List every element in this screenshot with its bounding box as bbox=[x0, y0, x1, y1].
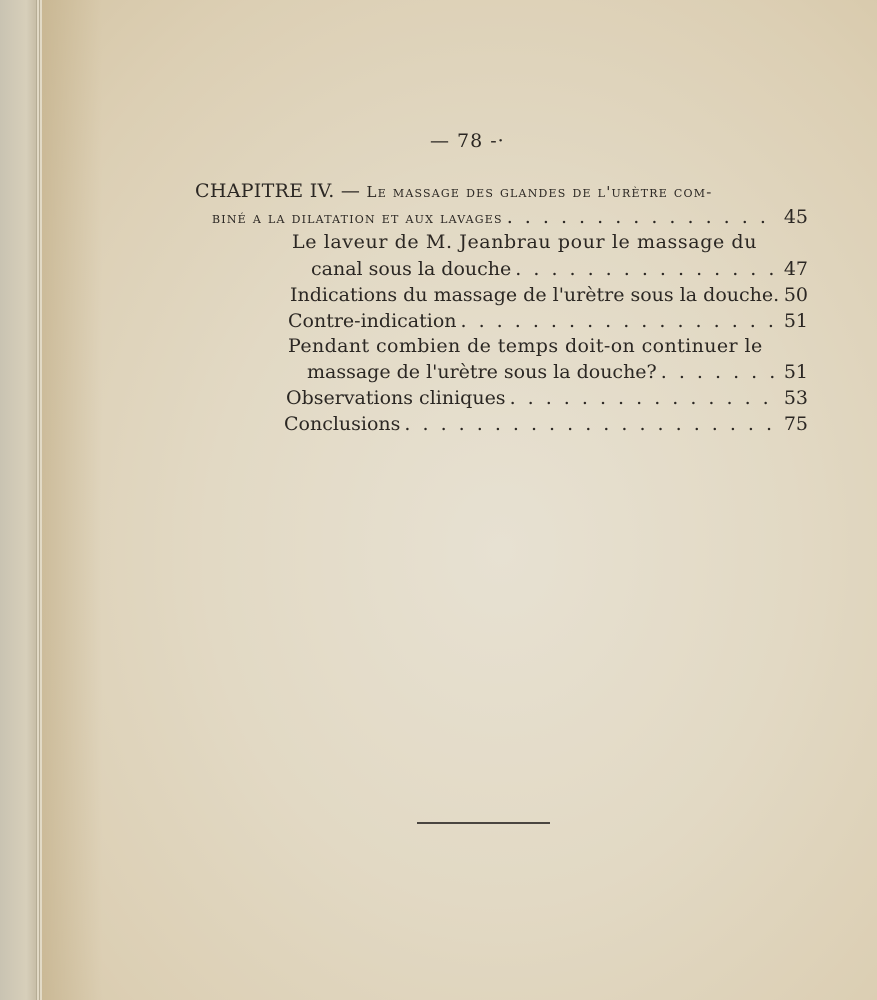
chapter-label: CHAPITRE IV. — Le massage des glandes de l'urètre com- bbox=[195, 180, 713, 202]
chapter-continuation: biné a la dilatation et aux lavages bbox=[212, 209, 503, 227]
toc-entry-chapter bbox=[212, 206, 808, 228]
entry-title: Pendant combien de temps doit-on continuer le bbox=[288, 335, 763, 357]
leader-dots bbox=[661, 361, 774, 383]
toc-entry-3 bbox=[288, 310, 808, 332]
end-rule bbox=[417, 822, 550, 824]
leader-dots bbox=[404, 413, 774, 435]
entry-page: 47 bbox=[783, 258, 808, 280]
entry-page: 50 bbox=[783, 284, 808, 306]
leader-dots bbox=[507, 206, 774, 228]
entry-title-cont: canal sous la douche bbox=[311, 258, 512, 280]
entry-title: Observations cliniques bbox=[286, 387, 506, 409]
entry-page: 51 bbox=[783, 310, 808, 332]
entry-page: 51 bbox=[783, 361, 808, 383]
entry-title: Le laveur de M. Jeanbrau pour le massage du bbox=[292, 231, 758, 253]
entry-page: 75 bbox=[783, 413, 808, 435]
toc-entry-1-line2 bbox=[311, 258, 808, 280]
chapter-heading bbox=[195, 180, 712, 202]
leader-dots bbox=[461, 310, 774, 332]
entry-page: 53 bbox=[783, 387, 808, 409]
toc-entry-5 bbox=[286, 387, 808, 409]
toc-entry-4-line1 bbox=[288, 335, 762, 357]
entry-title: Indications du massage de l'urètre sous la douche. bbox=[290, 284, 780, 306]
chapter-page: 45 bbox=[783, 206, 808, 228]
entry-title: Conclusions bbox=[284, 413, 401, 435]
entry-title-cont: massage de l'urètre sous la douche? bbox=[307, 361, 657, 383]
leader-dots bbox=[515, 258, 774, 280]
toc-entry-6 bbox=[284, 413, 808, 435]
entry-title: Contre-indication bbox=[288, 310, 457, 332]
page-number: — 78 -· bbox=[430, 130, 505, 152]
toc-entry-4-line2 bbox=[307, 361, 808, 383]
toc-entry-2 bbox=[290, 284, 808, 306]
toc-entry-1-line1 bbox=[292, 231, 762, 253]
leader-dots bbox=[510, 387, 774, 409]
